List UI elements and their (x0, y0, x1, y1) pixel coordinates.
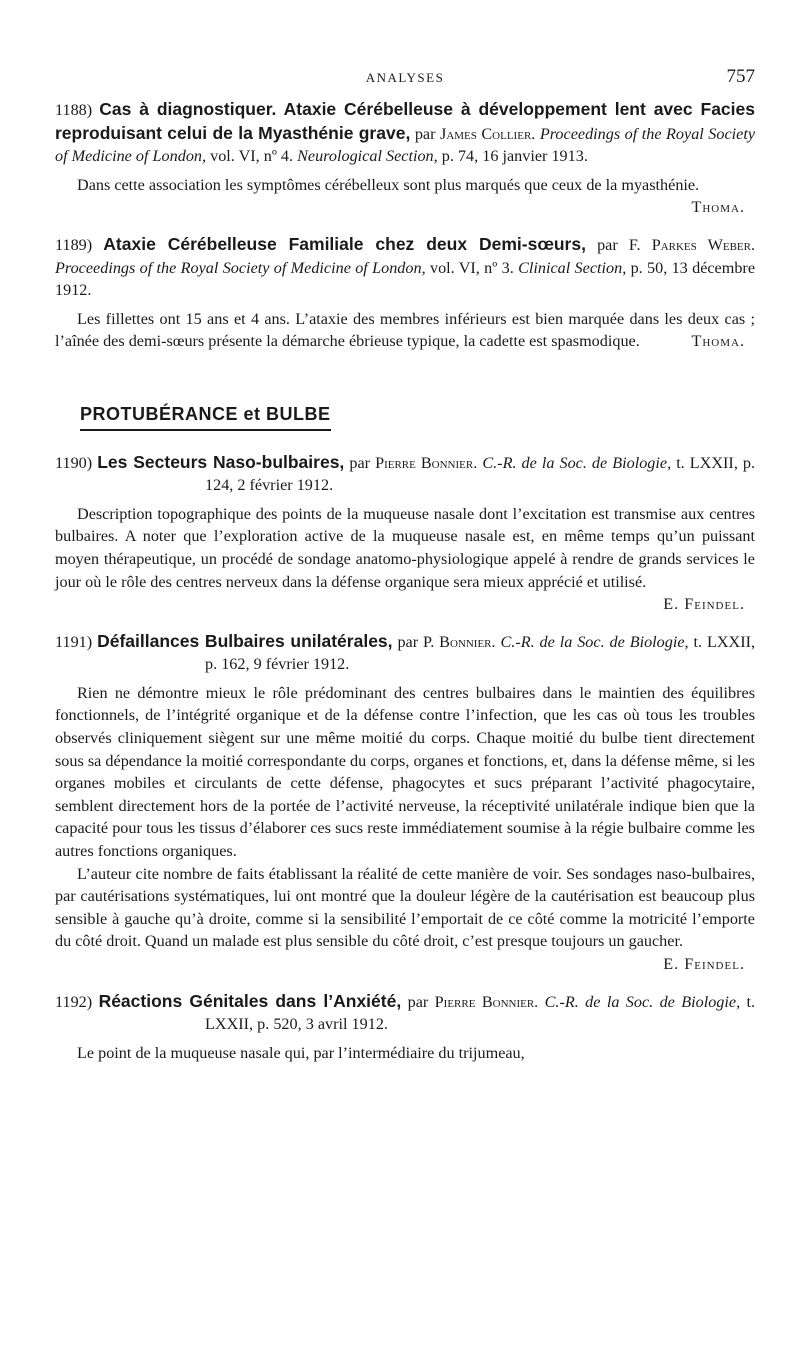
page-header (55, 66, 755, 90)
par-word: par (414, 124, 436, 143)
entry-abstract (55, 308, 755, 353)
running-title: ANALYSES (365, 70, 445, 85)
entry-details: t. LXXII, p. 520, 3 avril 1912. (205, 992, 756, 1034)
entry-heading (55, 630, 755, 676)
entry-abstract (55, 503, 755, 614)
entry-author: F. Parkes Weber. (628, 235, 756, 254)
entry-source-section: Neurological Section, (297, 147, 438, 166)
entry-author: Pierre Bonnier. (434, 992, 539, 1011)
par-word: par (407, 992, 429, 1011)
signature: Thoma. (691, 332, 745, 351)
section-title: PROTUBÉRANCE et BULBE (80, 403, 331, 431)
par-word: par (397, 632, 419, 651)
abstract-text: Description topographique des points de la muqueuse nasale dont l’excitation est transmise aux centres bulbaires. A noter que l’exploration active de la muqueuse nasale est, en même temps qu’un puissant moyen thérapeutique, un procédé de sondage anatomo-physiologique appelé à rendre de grands services le jour où le rôle des centres nerveux dans la défense organique sera mieux apprécié et utilisé. (55, 504, 755, 591)
entry-heading (55, 98, 755, 168)
entry-1189 (55, 233, 755, 353)
entry-title: Les Secteurs Naso-bulbaires, (97, 451, 345, 472)
entry-number: 1189) (55, 235, 93, 254)
entry-details-section: p. 50, 13 décembre 1912. (55, 258, 756, 300)
entry-source-section: Clinical Section, (518, 258, 627, 277)
entry-details: t. LXXII, p. 162, 9 février 1912. (205, 632, 756, 674)
page-number: 757 (726, 66, 755, 87)
entry-details: vol. VI, nº 3. (429, 258, 514, 277)
signature: E. Feindel. (663, 955, 745, 973)
entry-details: vol. VI, nº 4. (210, 147, 294, 166)
entry-author: P. Bonnier. (423, 632, 496, 651)
abstract-text: Rien ne démontre mieux le rôle prédominant des centres bulbaires dans le maintien des équilibres fonctionnels, de l’intégrité organique et de la défense contre l’infection, que les cas où tous les troubles observés cliniquement siègent sur une même moitié du corps. Chaque moitié du bulbe tient directement sous sa dépendance la moitié correspondante du corps, organes et fonctions, et, dans la défense même, si les organes mobiles et circulants de cette défense, phagocytes et sucs préparant l’activité phagocytaire, semblent directement hors de la portée de l’activité nerveuse, la réceptivité unilatérale indique bien que la capacité pour tous les tissus d’élaborer ces sucs reste immédiatement soumise à la régie bulbaire comme les autres fonctions organiques. (55, 683, 755, 861)
entry-title: Réactions Génitales dans l’Anxiété, (98, 990, 402, 1011)
abstract-text: Les fillettes ont 15 ans et 4 ans. L’ataxie des membres inférieurs est bien marquée dans les deux cas ; l’aînée des demi-sœurs présente la démarche ébrieuse typique, la cadette est spasmodique. (55, 309, 755, 351)
entry-number: 1190) (55, 453, 93, 472)
entry-heading (55, 990, 755, 1036)
abstract-text: Dans cette association les symptômes cérébelleux sont plus marqués que ceux de la myasthénie. (77, 175, 700, 194)
entry-author: Pierre Bonnier. (375, 453, 478, 472)
entry-details: t. LXXII, p. 124, 2 février 1912. (205, 453, 756, 495)
signature: Thoma. (691, 198, 745, 217)
entry-title: Ataxie Cérébelleuse Familiale chez deux Demi-sœurs, (103, 233, 586, 254)
abstract-text: Le point de la muqueuse nasale qui, par l’intermédiaire du trijumeau, (77, 1043, 525, 1062)
entry-number: 1188) (55, 101, 93, 119)
par-word: par (349, 453, 371, 472)
entry-abstract (55, 174, 755, 217)
entry-1192 (55, 990, 755, 1065)
abstract-text: L’auteur cite nombre de faits établissant la réalité de cette manière de voir. Ses sondages naso-bulbaires, par cautérisations systématiques, lui ont montré que la douleur légère de la cautérisation est beaucoup plus sensible à gauche qu’à droite, comme si la sensibilité l’emportait de ce côté comme la motricité l’emporte du côté droit. Quand un malade est plus sensible du côté droit, c’est presque toujours un gaucher. (55, 864, 755, 951)
entry-source: Proceedings of the Royal Society of Medicine of London, (55, 258, 426, 277)
entry-number: 1192) (55, 992, 93, 1011)
entry-heading (55, 451, 755, 497)
entry-details-section: p. 74, 16 janvier 1913. (441, 147, 588, 166)
entry-heading (55, 233, 755, 302)
entry-1188 (55, 98, 755, 219)
page-body (55, 98, 755, 1064)
entry-source: C.-R. de la Soc. de Biologie, (482, 453, 672, 472)
entry-source: C.-R. de la Soc. de Biologie, (544, 992, 741, 1011)
entry-1190 (55, 451, 755, 616)
entry-title: Cas à diagnostiquer. Ataxie Cérébelleuse à développement lent avec Facies reproduisant celui de la Myasthénie grave, (55, 99, 755, 143)
entry-1191 (55, 630, 755, 976)
entry-title: Défaillances Bulbaires unilatérales, (97, 630, 393, 651)
entry-source: C.-R. de la Soc. de Biologie, (500, 632, 689, 651)
entry-abstract (55, 682, 755, 863)
entry-number: 1191) (55, 632, 93, 651)
entry-author: James Collier. (440, 124, 536, 143)
entry-abstract (55, 1042, 755, 1065)
entry-abstract-2 (55, 863, 755, 973)
entry-source: Proceedings of the Royal Society of Medicine of London, (55, 124, 756, 166)
par-word: par (597, 235, 618, 254)
signature: E. Feindel. (663, 595, 745, 614)
